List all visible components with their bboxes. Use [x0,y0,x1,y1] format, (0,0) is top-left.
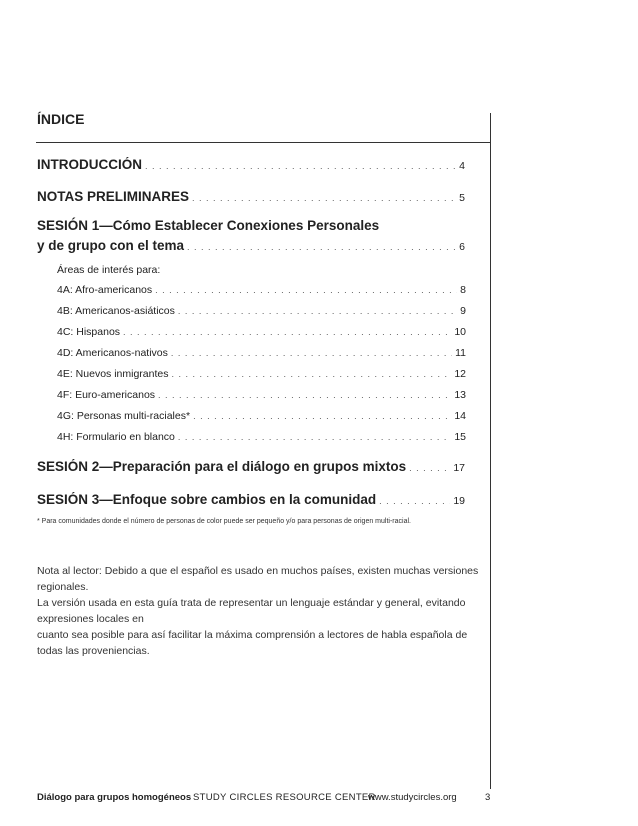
toc-entry-page: 4 [459,160,465,172]
reader-note-line: La versión usada en esta guía trata de representar un lenguaje estándar y general, evitando expresiones locales en [37,597,466,625]
toc-subentry-label: 4G: Personas multi-raciales* [57,410,191,422]
dot-leader [158,390,451,400]
toc-subentry-label: 4D: Americanos-nativos [57,347,168,359]
toc-entry-page: 17 [453,462,465,474]
reader-note-line: Nota al lector: Debido a que el español es usado en muchos países, existen muchas versiones regionales. [37,565,479,593]
toc-subentry-label: 4H: Formulario en blanco [57,431,175,443]
reader-note-line: cuanto sea posible para así facilitar la máxima comprensión a lectores de habla española de todas las proveniencias. [37,629,468,657]
toc-entry-session2[interactable] [37,459,465,474]
toc-entry-label: INTRODUCCIÓN [37,157,142,172]
toc-entry-label: SESIÓN 3—Enfoque sobre cambios en la comunidad [37,492,377,507]
toc-entry-page: 5 [459,192,465,204]
toc-subentry-4b[interactable] [57,305,466,317]
toc-subentry-label: 4F: Euro-americanos [57,389,156,401]
vertical-rule [490,113,491,789]
footer-title: Diálogo para grupos homogéneos [37,792,192,803]
toc-subentry-page: 8 [460,284,466,296]
toc-entry-label: SESIÓN 2—Preparación para el diálogo en grupos mixtos [37,459,407,474]
toc-subentry-page: 14 [454,410,466,422]
toc-subentry-label: 4C: Hispanos [57,326,121,338]
toc-subentry-page: 10 [454,326,466,338]
dot-leader [171,348,452,358]
dot-leader [193,411,451,421]
reader-note [37,563,489,659]
toc-subentry-page: 9 [460,305,466,317]
toc-subentry-page: 11 [455,347,466,359]
toc-entry-label: y de grupo con el tema [37,238,185,253]
toc-subentry-label: 4B: Americanos-asiáticos [57,305,175,317]
dot-leader [171,369,451,379]
session1-title-line1: SESIÓN 1—Cómo Establecer Conexiones Personales [37,218,380,233]
toc-subentry-label: 4E: Nuevos inmigrantes [57,368,169,380]
toc-entry-label: NOTAS PRELIMINARES [37,189,190,204]
toc-subentry-label: 4A: Afro-americanos [57,284,153,296]
toc-subentry-4h[interactable] [57,431,466,443]
toc-entry-page: 6 [459,241,465,253]
footer-url[interactable]: www.studycircles.org [368,792,457,803]
footnote: * Para comunidades donde el número de personas de color puede ser pequeño y/o para personas de origen multi-racial. [37,518,411,525]
footer-org: STUDY CIRCLES RESOURCE CENTER [193,792,376,803]
areas-label: Áreas de interés para: [57,264,161,276]
toc-subentry-page: 12 [454,368,466,380]
dot-leader [379,496,450,506]
toc-entry-session1[interactable] [37,238,465,253]
toc-entry-intro[interactable] [37,157,465,172]
dot-leader [155,285,457,295]
page-title: ÍNDICE [37,111,85,127]
dot-leader [192,193,456,203]
toc-subentry-4f[interactable] [57,389,466,401]
footer-page-number: 3 [485,792,491,803]
dot-leader [178,432,451,442]
dot-leader [145,161,456,171]
dot-leader [187,242,456,252]
toc-subentry-page: 13 [454,389,466,401]
toc-subentry-4c[interactable] [57,326,466,338]
toc-entry-notas[interactable] [37,189,465,204]
dot-leader [409,463,450,473]
toc-subentry-4d[interactable] [57,347,466,359]
title-rule [36,142,491,143]
toc-entry-session3[interactable] [37,492,465,507]
toc-subentry-4e[interactable] [57,368,466,380]
toc-subentry-4g[interactable] [57,410,466,422]
toc-subentry-4a[interactable] [57,284,466,296]
toc-subentry-page: 15 [454,431,466,443]
dot-leader [123,327,451,337]
dot-leader [178,306,457,316]
toc-entry-page: 19 [453,495,465,507]
